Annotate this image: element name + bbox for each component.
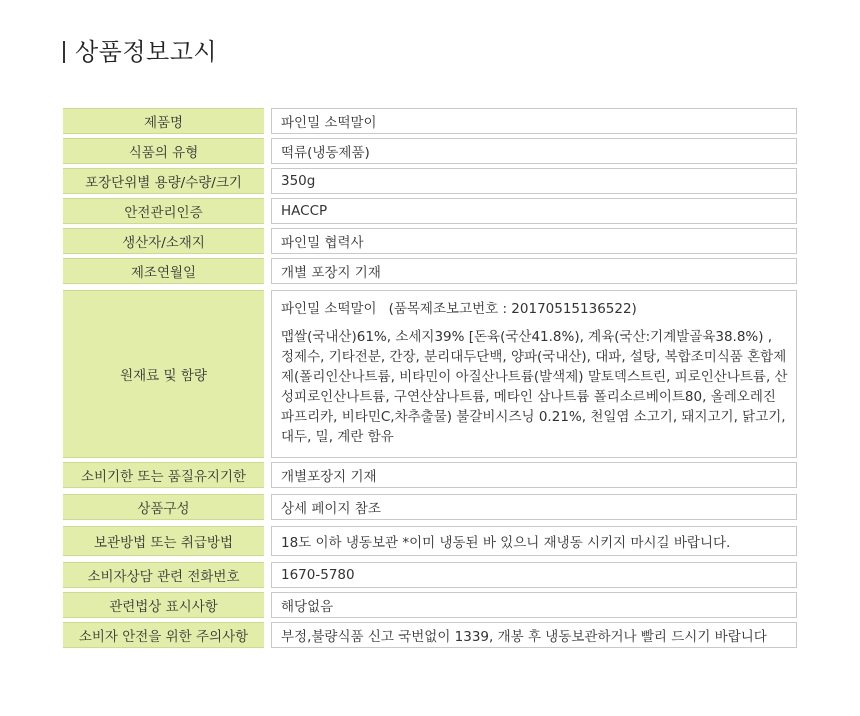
row-label: 상품구성	[63, 494, 264, 520]
info-row-manufacture-date	[63, 258, 797, 284]
row-label: 원재료 및 함량	[63, 290, 264, 458]
row-value	[271, 290, 797, 458]
row-label: 안전관리인증	[63, 198, 264, 224]
row-label: 소비자 안전을 위한 주의사항	[63, 622, 264, 648]
row-value: 개별포장지 기재	[271, 462, 797, 488]
ingredients-heading	[281, 299, 788, 319]
info-row-package-size	[63, 168, 797, 194]
ingredients-product-name: 파인밀 소떡말이	[281, 301, 377, 317]
row-label: 소비기한 또는 품질유지기한	[63, 462, 264, 488]
row-label: 포장단위별 용량/수량/크기	[63, 168, 264, 194]
info-row-expiration	[63, 462, 797, 488]
row-value: 파인밀 소떡말이	[271, 108, 797, 134]
row-value: 18도 이하 냉동보관 *이미 냉동된 바 있으니 재냉동 시키지 마시길 바랍니다.	[271, 526, 797, 556]
ingredients-list: 맵쌀(국내산)61%, 소세지39% [돈육(국산41.8%), 계육(국산:기계발골육38.8%) , 정제수, 기타전분, 간장, 분리대두단백, 양파(국내산), 대파, 설탕, 복합조미식품 혼합제제(폴리인산나트륨, 비타민이 아질산나트륨(발색제) 말토덱스트린, 피로인산나트륨, 산성피로인산나트륨, 구연산삼나트륨, 메타인 삼나트륨 폴리소르베이트80, 올레오레진파프리카, 비타민C,차추출물) 불갈비시즈닝 0.21%, 천일염 소고기, 돼지고기, 닭고기, 대두, 밀, 계란 함유	[281, 329, 788, 445]
row-label: 소비자상담 관련 전화번호	[63, 562, 264, 588]
info-row-consumer-phone	[63, 562, 797, 588]
row-value: 350g	[271, 168, 797, 194]
row-label: 관련법상 표시사항	[63, 592, 264, 618]
info-row-composition	[63, 494, 797, 520]
row-label: 제조연월일	[63, 258, 264, 284]
info-row-safety-certification	[63, 198, 797, 224]
page-title	[63, 36, 217, 68]
row-value: 개별 포장지 기재	[271, 258, 797, 284]
ingredients-report-number: (품목제조보고번호 : 20170515136522)	[388, 301, 637, 317]
row-label: 생산자/소재지	[63, 228, 264, 254]
info-row-safety-precautions	[63, 622, 797, 648]
info-row-legal-notice	[63, 592, 797, 618]
row-label: 보관방법 또는 취급방법	[63, 526, 264, 556]
row-value: 상세 페이지 참조	[271, 494, 797, 520]
page-title-text: 상품정보고시	[75, 38, 218, 66]
row-value: HACCP	[271, 198, 797, 224]
row-value: 파인밀 협력사	[271, 228, 797, 254]
info-row-food-type	[63, 138, 797, 164]
title-bar-divider	[63, 41, 65, 63]
row-label: 제품명	[63, 108, 264, 134]
info-row-ingredients	[63, 290, 797, 458]
info-row-producer	[63, 228, 797, 254]
row-value: 1670-5780	[271, 562, 797, 588]
row-value: 해당없음	[271, 592, 797, 618]
row-value: 부정,불량식품 신고 국번없이 1339, 개봉 후 냉동보관하거나 빨리 드시기 바랍니다	[271, 622, 797, 648]
row-label: 식품의 유형	[63, 138, 264, 164]
info-row-product-name	[63, 108, 797, 134]
info-row-storage	[63, 526, 797, 556]
row-value: 떡류(냉동제품)	[271, 138, 797, 164]
